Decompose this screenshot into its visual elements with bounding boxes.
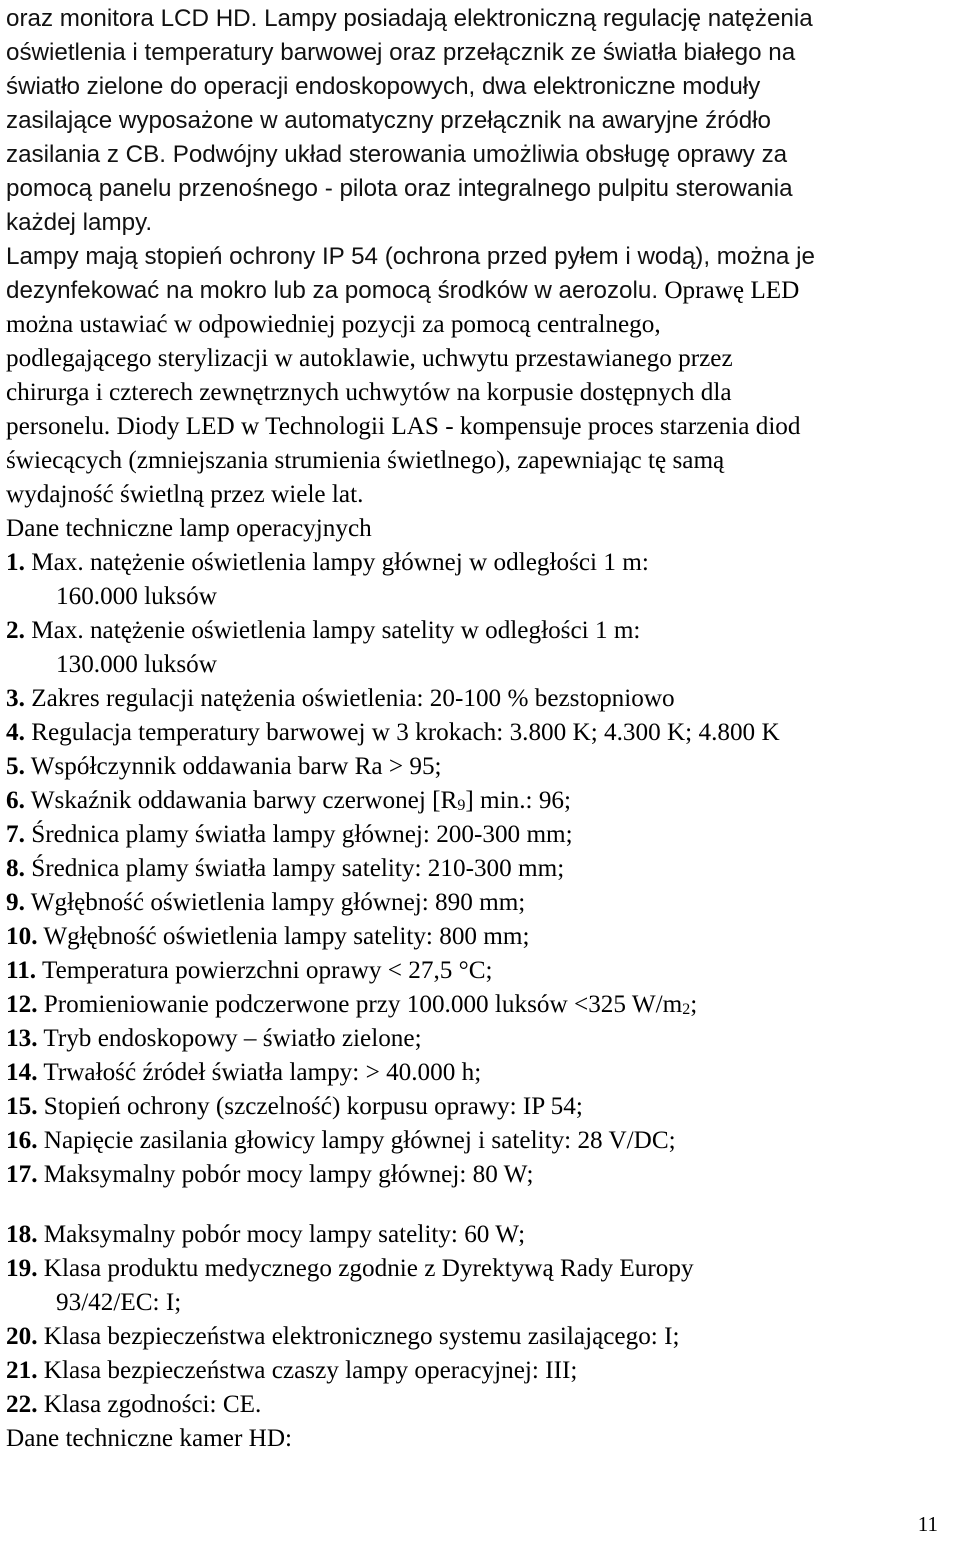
spec-item — [6, 1056, 481, 1090]
spec-number: 11. — [6, 957, 37, 984]
spec-number: 5. — [6, 753, 25, 780]
spec-number: 6. — [6, 787, 25, 814]
spec-number: 15. — [6, 1093, 38, 1120]
camera-section-title: Dane techniczne kamer HD: — [6, 1425, 293, 1452]
spec-item — [6, 954, 493, 988]
spec-text: Promieniowanie podczerwone przy 100.000 luksów <325 W/m — [43, 991, 683, 1018]
paragraph-text: dezynfekować na mokro lub za pomocą środków w aerozolu. — [6, 277, 659, 304]
paragraph-text: Oprawę LED — [664, 277, 800, 304]
spec-text: Temperatura powierzchni oprawy < 27,5 °C; — [41, 957, 493, 984]
spec-text: Stopień ochrony (szczelność) korpusu oprawy: IP 54; — [43, 1093, 583, 1120]
page-number: 11 — [917, 1512, 938, 1536]
paragraph-line: zasilania z CB. Podwójny układ sterowania umożliwia obsługę oprawy za — [6, 141, 788, 168]
paragraph-line: Lampy mają stopień ochrony IP 54 (ochrona przed pyłem i wodą), można je — [6, 243, 815, 270]
spec-item — [6, 1022, 422, 1056]
spec-number: 20. — [6, 1323, 38, 1350]
spec-text: Tryb endoskopowy – światło zielone; — [43, 1025, 422, 1052]
spec-text: Maksymalny pobór mocy lampy satelity: 60 W; — [43, 1221, 526, 1248]
spec-item — [6, 818, 573, 852]
paragraph-line: każdej lampy. — [6, 209, 153, 236]
paragraph-line: oświetlenia i temperatury barwowej oraz przełącznik ze światła białego na — [6, 39, 796, 66]
spec-text: Zakres regulacji natężenia oświetlenia: 20-100 % bezstopniowo — [31, 685, 675, 712]
spec-text: Wgłębność oświetlenia lampy głównej: 890 mm; — [30, 889, 526, 916]
section-title: Dane techniczne lamp operacyjnych — [6, 515, 372, 542]
subscript: 9 — [457, 797, 466, 814]
spec-number: 12. — [6, 991, 38, 1018]
spec-number: 7. — [6, 821, 25, 848]
spec-text: Maksymalny pobór mocy lampy głównej: 80 W; — [43, 1161, 534, 1188]
spec-text: Trwałość źródeł światła lampy: > 40.000 h; — [43, 1059, 482, 1086]
spec-number: 13. — [6, 1025, 38, 1052]
spec-item — [6, 1320, 679, 1354]
spec-item — [6, 1124, 676, 1158]
spec-item — [6, 1388, 261, 1422]
subscript: 2 — [682, 1001, 691, 1018]
spec-item — [6, 852, 564, 886]
spec-number: 10. — [6, 923, 38, 950]
spec-text: Wgłębność oświetlenia lampy satelity: 800 mm; — [43, 923, 530, 950]
spec-item — [6, 784, 571, 821]
spec-item — [6, 1354, 577, 1388]
spec-text: Średnica plamy światła lampy głównej: 200-300 mm; — [31, 821, 573, 848]
spec-number: 8. — [6, 855, 25, 882]
paragraph-line: światło zielone do operacji endoskopowych, dwa elektroniczne moduły — [6, 73, 761, 100]
paragraph-line: oraz monitora LCD HD. Lampy posiadają elektroniczną regulację natężenia — [6, 5, 813, 32]
spec-text: Klasa produktu medycznego zgodnie z Dyrektywą Rady Europy — [43, 1255, 694, 1282]
spec-number: 1. — [6, 549, 25, 576]
spec-number: 3. — [6, 685, 25, 712]
paragraph-line: zasilające wyposażone w automatyczny przełącznik na awaryjne źródło — [6, 107, 771, 134]
spec-text: ] min.: 96; — [465, 787, 572, 814]
spec-text: Max. natężenie oświetlenia lampy satelity w odległości 1 m: — [31, 617, 641, 644]
spec-item — [6, 1090, 583, 1124]
paragraph-line: pomocą panelu przenośnego - pilota oraz integralnego pulpitu sterowania — [6, 175, 793, 202]
spec-item — [6, 1218, 525, 1252]
paragraph-line: świecących (zmniejszania strumienia świetlnego), zapewniając tę samą — [6, 447, 725, 474]
spec-number: 22. — [6, 1391, 38, 1418]
spec-item — [6, 1158, 533, 1192]
spec-item — [6, 546, 649, 580]
spec-item — [6, 886, 525, 920]
spec-item — [6, 682, 675, 716]
spec-item — [6, 988, 697, 1025]
spec-text: Współczynnik oddawania barw Ra > 95; — [30, 753, 442, 780]
spec-number: 18. — [6, 1221, 38, 1248]
spec-text: Klasa zgodności: CE. — [43, 1391, 262, 1418]
spec-text: Średnica plamy światła lampy satelity: 210-300 mm; — [31, 855, 565, 882]
paragraph-line: podlegającego sterylizacji w autoklawie, uchwytu przestawianego przez — [6, 345, 733, 372]
spec-number: 16. — [6, 1127, 38, 1154]
spec-number: 4. — [6, 719, 25, 746]
spec-number: 17. — [6, 1161, 38, 1188]
spec-continuation: 160.000 luksów — [56, 583, 217, 610]
paragraph-line: chirurga i czterech zewnętrznych uchwytów na korpusie dostępnych dla — [6, 379, 732, 406]
spec-number: 9. — [6, 889, 25, 916]
spec-number: 14. — [6, 1059, 38, 1086]
paragraph-line-mixed — [6, 274, 799, 308]
spec-number: 21. — [6, 1357, 38, 1384]
spec-text: Max. natężenie oświetlenia lampy głównej w odległości 1 m: — [31, 549, 649, 576]
spec-item — [6, 1252, 694, 1286]
paragraph-line: wydajność świetlną przez wiele lat. — [6, 481, 364, 508]
spec-item — [6, 614, 640, 648]
spec-text: Klasa bezpieczeństwa czaszy lampy operacyjnej: III; — [43, 1357, 578, 1384]
spec-text: Klasa bezpieczeństwa elektronicznego systemu zasilającego: I; — [43, 1323, 680, 1350]
spec-text: Wskaźnik oddawania barwy czerwonej [R — [30, 787, 458, 814]
spec-text: Napięcie zasilania głowicy lampy głównej i satelity: 28 V/DC; — [43, 1127, 676, 1154]
paragraph-line: można ustawiać w odpowiedniej pozycji za pomocą centralnego, — [6, 311, 661, 338]
spec-text: ; — [690, 991, 698, 1018]
spec-continuation: 93/42/EC: I; — [56, 1289, 182, 1316]
spec-item — [6, 750, 442, 784]
spec-number: 19. — [6, 1255, 38, 1282]
spec-number: 2. — [6, 617, 25, 644]
spec-item — [6, 920, 530, 954]
spec-item — [6, 716, 780, 750]
spec-continuation: 130.000 luksów — [56, 651, 217, 678]
paragraph-line: personelu. Diody LED w Technologii LAS - kompensuje proces starzenia diod — [6, 413, 801, 440]
spec-text: Regulacja temperatury barwowej w 3 krokach: 3.800 K; 4.300 K; 4.800 K — [31, 719, 780, 746]
